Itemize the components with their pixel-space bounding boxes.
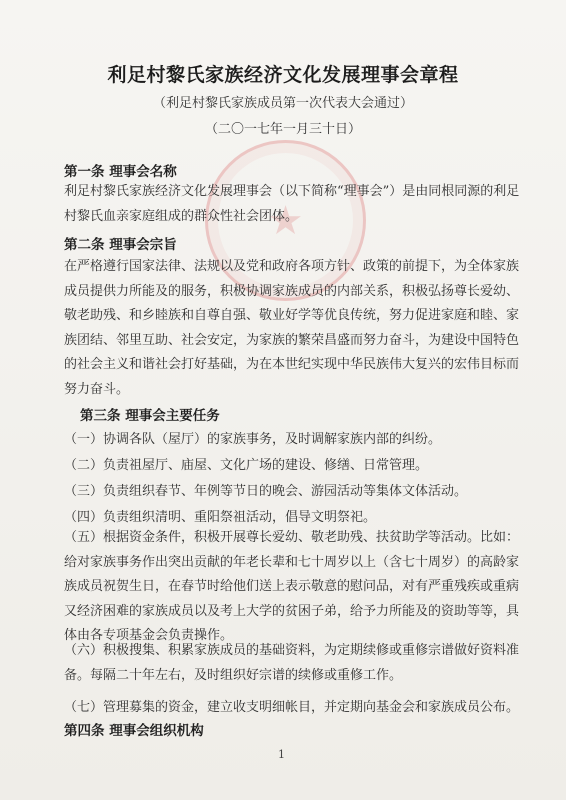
article-3-item-1: （一）协调各队（屋厅）的家族事务，及时调解家族内部的纠纷。	[64, 432, 442, 447]
document-subtitle: （利足村黎氏家族成员第一次代表大会通过）	[152, 96, 413, 111]
article-3-heading: 第三条 理事会主要任务	[80, 408, 220, 424]
document-date: （二〇一七年一月三十日）	[204, 122, 361, 137]
article-1-heading: 第一条 理事会名称	[64, 164, 177, 180]
article-4-heading: 第四条 理事会组织机构	[64, 723, 204, 739]
article-1-paragraph: 利足村黎氏家族经济文化发展理事会（以下简称“理事会”）是由同根同源的利足村黎氏血亲家庭组成的群众性社会团体。	[64, 184, 520, 224]
article-3-item-6: （六）积极搜集、积累家族成员的基础资料，为定期续修或重修宗谱做好资料准备。每隔二十年左右，及时组织好宗谱的续修或重修工作。	[64, 643, 520, 683]
article-3-item-3: （三）负责组织春节、年例等节日的晚会、游园活动等集体文体活动。	[64, 484, 468, 499]
article-3-item-5: （五）根据资金条件，积极开展尊长爱幼、敬老助残、扶贫助学等活动。比如：给对家族事务作出突出贡献的年老长辈和七十周岁以上（含七十周岁）的高龄家族成员祝贺生日，在春节时给他们送上表示敬意的慰问品，对有严重残疾或重病又经济困难的家族成员以及考上大学的贫困子弟，给予力所能及的资助等等，具体由各专项基金会负责操作。	[64, 530, 520, 643]
article-2-paragraph: 在严格遵行国家法律、法规以及党和政府各项方针、政策的前提下，为全体家族成员提供力所能及的服务，积极协调家族成员的内部关系，积极弘扬尊长爱幼、敬老助残、和乡睦族和自尊自强、敬业好学等优良传统，努力促进家庭和睦、家族团结、邻里互助、社会安定，为家族的繁荣昌盛而努力奋斗，为建设中国特色的社会主义和谐社会打好基础，为在本世纪实现中华民族伟大复兴的宏伟目标而努力奋斗。	[64, 259, 520, 397]
article-2-heading: 第二条 理事会宗旨	[64, 237, 177, 253]
article-3-item-4: （四）负责组织清明、重阳祭祖活动，倡导文明祭祀。	[64, 510, 377, 525]
document-title: 利足村黎氏家族经济文化发展理事会章程	[107, 64, 459, 86]
article-3-item-2: （二）负责祖屋厅、庙屋、文化广场的建设、修缮、日常管理。	[64, 458, 429, 473]
page-number: 1	[278, 748, 285, 761]
seal-star-icon: ★	[267, 198, 304, 244]
article-3-item-7: （七）管理募集的资金，建立收支明细帐目，并定期向基金会和家族成员公布。	[64, 700, 520, 715]
